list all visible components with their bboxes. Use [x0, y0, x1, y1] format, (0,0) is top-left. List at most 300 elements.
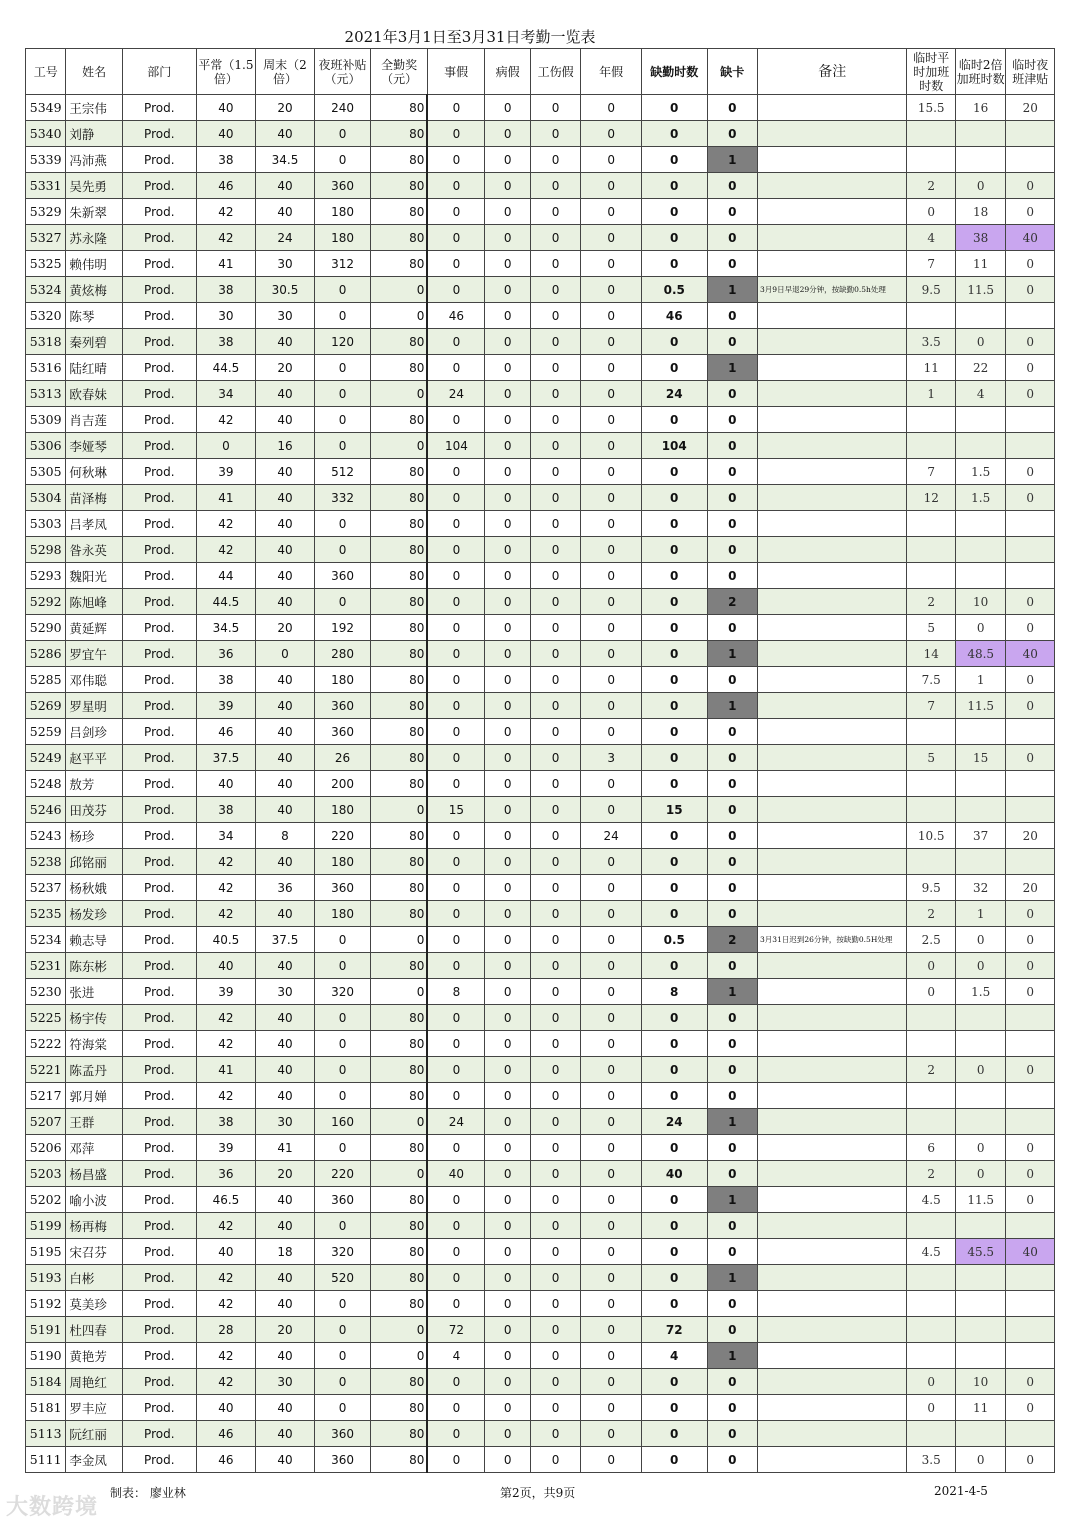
cell-ot2: 11.5	[955, 693, 1005, 719]
header-cell: 缺卡	[707, 49, 757, 95]
cell-ot2: 10	[955, 589, 1005, 615]
cell-ot1	[907, 719, 955, 745]
cell-sick: 0	[485, 1031, 530, 1057]
cell-otn: 0	[1006, 277, 1055, 303]
cell-sick: 0	[485, 667, 530, 693]
cell-weekend: 40	[256, 1031, 315, 1057]
header-cell: 缺勤时数	[641, 49, 707, 95]
cell-name: 罗星明	[66, 693, 123, 719]
table-row	[26, 589, 1055, 615]
cell-dept: Prod.	[122, 1395, 196, 1421]
cell-ot1: 12	[907, 485, 955, 511]
cell-id: 5238	[26, 849, 66, 875]
cell-ot2	[955, 1083, 1005, 1109]
cell-id: 5231	[26, 953, 66, 979]
cell-absent: 0	[641, 719, 707, 745]
cell-dept: Prod.	[122, 381, 196, 407]
cell-card: 0	[707, 199, 757, 225]
cell-absent: 0	[641, 355, 707, 381]
cell-bonus: 80	[371, 355, 428, 381]
cell-annual: 0	[581, 407, 642, 433]
table-row	[26, 1317, 1055, 1343]
cell-weekend: 40	[256, 1447, 315, 1473]
cell-bonus: 80	[371, 485, 428, 511]
cell-otn	[1006, 563, 1055, 589]
cell-otn: 0	[1006, 381, 1055, 407]
cell-normal: 41	[196, 251, 256, 277]
cell-night: 320	[314, 979, 371, 1005]
table-row	[26, 563, 1055, 589]
cell-bonus: 80	[371, 1395, 428, 1421]
cell-ot1: 9.5	[907, 277, 955, 303]
cell-sick: 0	[485, 953, 530, 979]
cell-night: 520	[314, 1265, 371, 1291]
cell-sick: 0	[485, 199, 530, 225]
cell-annual: 0	[581, 1395, 642, 1421]
cell-sick: 0	[485, 147, 530, 173]
cell-name: 李娅琴	[66, 433, 123, 459]
cell-card: 0	[707, 823, 757, 849]
cell-personal: 0	[427, 1057, 485, 1083]
cell-ot1	[907, 511, 955, 537]
cell-normal: 39	[196, 459, 256, 485]
cell-ot2: 0	[955, 173, 1005, 199]
cell-annual: 0	[581, 693, 642, 719]
cell-dept: Prod.	[122, 875, 196, 901]
cell-sick: 0	[485, 1083, 530, 1109]
cell-ot1	[907, 1005, 955, 1031]
cell-ot2: 11.5	[955, 277, 1005, 303]
cell-injury: 0	[530, 1317, 580, 1343]
cell-absent: 0	[641, 849, 707, 875]
cell-ot2: 16	[955, 95, 1005, 121]
cell-night: 0	[314, 1343, 371, 1369]
cell-name: 张进	[66, 979, 123, 1005]
cell-personal: 0	[427, 1395, 485, 1421]
cell-id: 5113	[26, 1421, 66, 1447]
cell-personal: 0	[427, 771, 485, 797]
cell-otn: 0	[1006, 1135, 1055, 1161]
cell-absent: 0	[641, 589, 707, 615]
cell-normal: 42	[196, 1291, 256, 1317]
cell-weekend: 40	[256, 1291, 315, 1317]
cell-absent: 0	[641, 1187, 707, 1213]
cell-note	[758, 381, 907, 407]
cell-normal: 42	[196, 1369, 256, 1395]
cell-note	[758, 1421, 907, 1447]
cell-bonus: 80	[371, 1265, 428, 1291]
cell-card: 0	[707, 563, 757, 589]
cell-card: 0	[707, 1291, 757, 1317]
cell-ot1	[907, 1083, 955, 1109]
cell-weekend: 30	[256, 979, 315, 1005]
cell-sick: 0	[485, 1395, 530, 1421]
cell-sick: 0	[485, 1291, 530, 1317]
cell-absent: 46	[641, 303, 707, 329]
cell-bonus: 80	[371, 95, 428, 121]
cell-normal: 34.5	[196, 615, 256, 641]
cell-otn	[1006, 1291, 1055, 1317]
cell-absent: 24	[641, 1109, 707, 1135]
cell-name: 王群	[66, 1109, 123, 1135]
cell-normal: 40	[196, 1239, 256, 1265]
cell-ot2	[955, 1109, 1005, 1135]
cell-weekend: 41	[256, 1135, 315, 1161]
cell-ot1: 2	[907, 1057, 955, 1083]
cell-weekend: 37.5	[256, 927, 315, 953]
cell-weekend: 20	[256, 615, 315, 641]
cell-absent: 0	[641, 199, 707, 225]
cell-absent: 0	[641, 537, 707, 563]
cell-personal: 0	[427, 251, 485, 277]
cell-dept: Prod.	[122, 589, 196, 615]
cell-bonus: 80	[371, 745, 428, 771]
cell-injury: 0	[530, 1213, 580, 1239]
cell-personal: 40	[427, 1161, 485, 1187]
cell-name: 敖芳	[66, 771, 123, 797]
cell-note	[758, 1291, 907, 1317]
cell-sick: 0	[485, 719, 530, 745]
cell-name: 何秋琳	[66, 459, 123, 485]
cell-annual: 0	[581, 1447, 642, 1473]
cell-bonus: 80	[371, 1187, 428, 1213]
cell-bonus: 80	[371, 225, 428, 251]
cell-bonus: 80	[371, 251, 428, 277]
cell-personal: 0	[427, 953, 485, 979]
cell-normal: 41	[196, 1057, 256, 1083]
cell-night: 0	[314, 277, 371, 303]
cell-card: 0	[707, 1317, 757, 1343]
cell-name: 刘静	[66, 121, 123, 147]
cell-personal: 0	[427, 615, 485, 641]
cell-weekend: 40	[256, 1213, 315, 1239]
cell-otn	[1006, 1343, 1055, 1369]
cell-injury: 0	[530, 95, 580, 121]
cell-otn: 40	[1006, 1239, 1055, 1265]
cell-annual: 0	[581, 1239, 642, 1265]
cell-note	[758, 355, 907, 381]
cell-injury: 0	[530, 1395, 580, 1421]
cell-ot2: 11.5	[955, 1187, 1005, 1213]
cell-dept: Prod.	[122, 771, 196, 797]
cell-bonus: 80	[371, 849, 428, 875]
cell-ot1	[907, 1213, 955, 1239]
cell-weekend: 40	[256, 1187, 315, 1213]
cell-night: 26	[314, 745, 371, 771]
cell-id: 5349	[26, 95, 66, 121]
cell-id: 5269	[26, 693, 66, 719]
cell-name: 吕孝凤	[66, 511, 123, 537]
cell-id: 5331	[26, 173, 66, 199]
cell-otn	[1006, 797, 1055, 823]
cell-card: 0	[707, 121, 757, 147]
cell-ot2: 4	[955, 381, 1005, 407]
cell-name: 罗丰应	[66, 1395, 123, 1421]
cell-sick: 0	[485, 1161, 530, 1187]
cell-id: 5249	[26, 745, 66, 771]
cell-personal: 0	[427, 485, 485, 511]
cell-night: 360	[314, 875, 371, 901]
cell-personal: 0	[427, 823, 485, 849]
cell-card: 0	[707, 173, 757, 199]
cell-card: 0	[707, 1135, 757, 1161]
cell-sick: 0	[485, 225, 530, 251]
cell-ot1: 4.5	[907, 1239, 955, 1265]
cell-night: 0	[314, 589, 371, 615]
cell-ot1	[907, 771, 955, 797]
cell-night: 0	[314, 1213, 371, 1239]
cell-ot2: 15	[955, 745, 1005, 771]
cell-ot1	[907, 1031, 955, 1057]
table-row	[26, 1187, 1055, 1213]
cell-otn: 40	[1006, 225, 1055, 251]
cell-name: 赵平平	[66, 745, 123, 771]
cell-ot1	[907, 1265, 955, 1291]
cell-ot1: 2	[907, 901, 955, 927]
cell-ot2: 37	[955, 823, 1005, 849]
cell-annual: 0	[581, 875, 642, 901]
cell-card: 0	[707, 719, 757, 745]
cell-night: 0	[314, 927, 371, 953]
cell-sick: 0	[485, 1187, 530, 1213]
cell-night: 0	[314, 1083, 371, 1109]
cell-dept: Prod.	[122, 1187, 196, 1213]
cell-bonus: 80	[371, 719, 428, 745]
cell-otn	[1006, 147, 1055, 173]
cell-ot1: 7	[907, 693, 955, 719]
cell-injury: 0	[530, 459, 580, 485]
cell-otn: 0	[1006, 1369, 1055, 1395]
cell-ot1	[907, 303, 955, 329]
cell-bonus: 80	[371, 1083, 428, 1109]
cell-dept: Prod.	[122, 1005, 196, 1031]
cell-personal: 0	[427, 121, 485, 147]
cell-sick: 0	[485, 875, 530, 901]
cell-otn: 0	[1006, 589, 1055, 615]
cell-night: 0	[314, 1031, 371, 1057]
cell-name: 赖志导	[66, 927, 123, 953]
cell-normal: 36	[196, 641, 256, 667]
cell-name: 周艳红	[66, 1369, 123, 1395]
cell-night: 0	[314, 355, 371, 381]
cell-injury: 0	[530, 1343, 580, 1369]
cell-ot2	[955, 563, 1005, 589]
cell-night: 180	[314, 901, 371, 927]
cell-normal: 41	[196, 485, 256, 511]
cell-name: 李金凤	[66, 1447, 123, 1473]
cell-annual: 0	[581, 1265, 642, 1291]
cell-absent: 0	[641, 1213, 707, 1239]
cell-injury: 0	[530, 1135, 580, 1161]
table-row	[26, 901, 1055, 927]
cell-weekend: 40	[256, 537, 315, 563]
cell-night: 0	[314, 433, 371, 459]
cell-absent: 4	[641, 1343, 707, 1369]
cell-absent: 0	[641, 1447, 707, 1473]
cell-normal: 42	[196, 1083, 256, 1109]
cell-name: 吕剑珍	[66, 719, 123, 745]
cell-sick: 0	[485, 1343, 530, 1369]
cell-ot2: 10	[955, 1369, 1005, 1395]
cell-personal: 15	[427, 797, 485, 823]
cell-note	[758, 719, 907, 745]
cell-note	[758, 1031, 907, 1057]
cell-absent: 0	[641, 251, 707, 277]
cell-bonus: 80	[371, 121, 428, 147]
cell-personal: 0	[427, 1083, 485, 1109]
cell-normal: 40.5	[196, 927, 256, 953]
cell-injury: 0	[530, 277, 580, 303]
cell-dept: Prod.	[122, 1369, 196, 1395]
cell-dept: Prod.	[122, 693, 196, 719]
cell-name: 秦列碧	[66, 329, 123, 355]
cell-absent: 0	[641, 1239, 707, 1265]
header-cell: 病假	[485, 49, 530, 95]
cell-dept: Prod.	[122, 355, 196, 381]
cell-annual: 0	[581, 667, 642, 693]
cell-name: 符海棠	[66, 1031, 123, 1057]
table-row	[26, 329, 1055, 355]
cell-normal: 46	[196, 1447, 256, 1473]
cell-card: 0	[707, 511, 757, 537]
cell-dept: Prod.	[122, 719, 196, 745]
cell-id: 5221	[26, 1057, 66, 1083]
cell-sick: 0	[485, 1213, 530, 1239]
cell-absent: 0	[641, 459, 707, 485]
cell-night: 0	[314, 1135, 371, 1161]
cell-weekend: 20	[256, 1317, 315, 1343]
cell-dept: Prod.	[122, 927, 196, 953]
cell-bonus: 80	[371, 875, 428, 901]
table-row	[26, 355, 1055, 381]
cell-ot2: 0	[955, 1135, 1005, 1161]
cell-weekend: 40	[256, 589, 315, 615]
table-row	[26, 433, 1055, 459]
cell-note	[758, 823, 907, 849]
table-row	[26, 1421, 1055, 1447]
cell-name: 赖伟明	[66, 251, 123, 277]
cell-name: 肖吉莲	[66, 407, 123, 433]
cell-weekend: 30	[256, 1109, 315, 1135]
header-cell: 年假	[581, 49, 642, 95]
cell-normal: 42	[196, 511, 256, 537]
cell-normal: 39	[196, 1135, 256, 1161]
cell-injury: 0	[530, 381, 580, 407]
cell-night: 180	[314, 199, 371, 225]
cell-note	[758, 1447, 907, 1473]
cell-injury: 0	[530, 199, 580, 225]
cell-absent: 0	[641, 745, 707, 771]
cell-annual: 0	[581, 459, 642, 485]
cell-dept: Prod.	[122, 1213, 196, 1239]
cell-normal: 37.5	[196, 745, 256, 771]
table-row	[26, 173, 1055, 199]
cell-ot2	[955, 433, 1005, 459]
table-row	[26, 537, 1055, 563]
cell-otn: 0	[1006, 693, 1055, 719]
cell-sick: 0	[485, 537, 530, 563]
cell-personal: 0	[427, 667, 485, 693]
cell-bonus: 80	[371, 641, 428, 667]
cell-injury: 0	[530, 1109, 580, 1135]
cell-ot2	[955, 1213, 1005, 1239]
cell-name: 黄炫梅	[66, 277, 123, 303]
cell-night: 360	[314, 173, 371, 199]
cell-note: 3月9日早退29分钟，按缺勤0.5h处理	[758, 277, 907, 303]
cell-card: 0	[707, 407, 757, 433]
cell-id: 5193	[26, 1265, 66, 1291]
cell-otn: 0	[1006, 667, 1055, 693]
cell-card: 0	[707, 459, 757, 485]
table-row	[26, 1395, 1055, 1421]
cell-weekend: 40	[256, 1265, 315, 1291]
cell-otn: 0	[1006, 1447, 1055, 1473]
cell-otn: 0	[1006, 329, 1055, 355]
cell-otn: 20	[1006, 823, 1055, 849]
table-row	[26, 121, 1055, 147]
cell-injury: 0	[530, 1083, 580, 1109]
cell-night: 180	[314, 225, 371, 251]
cell-dept: Prod.	[122, 329, 196, 355]
cell-name: 昝永英	[66, 537, 123, 563]
header-cell: 工号	[26, 49, 66, 95]
cell-name: 黄延辉	[66, 615, 123, 641]
cell-night: 0	[314, 303, 371, 329]
cell-personal: 0	[427, 901, 485, 927]
cell-weekend: 40	[256, 1395, 315, 1421]
cell-note	[758, 589, 907, 615]
cell-normal: 39	[196, 979, 256, 1005]
cell-personal: 0	[427, 95, 485, 121]
cell-night: 360	[314, 693, 371, 719]
cell-personal: 0	[427, 589, 485, 615]
table-row	[26, 407, 1055, 433]
cell-injury: 0	[530, 797, 580, 823]
table-row	[26, 797, 1055, 823]
cell-dept: Prod.	[122, 1343, 196, 1369]
cell-injury: 0	[530, 875, 580, 901]
cell-normal: 40	[196, 121, 256, 147]
cell-card: 1	[707, 693, 757, 719]
cell-annual: 0	[581, 433, 642, 459]
cell-night: 360	[314, 1447, 371, 1473]
cell-annual: 0	[581, 1213, 642, 1239]
cell-annual: 0	[581, 251, 642, 277]
cell-normal: 42	[196, 1005, 256, 1031]
cell-annual: 0	[581, 1083, 642, 1109]
cell-dept: Prod.	[122, 1291, 196, 1317]
cell-bonus: 80	[371, 1291, 428, 1317]
cell-absent: 15	[641, 797, 707, 823]
cell-normal: 44.5	[196, 589, 256, 615]
cell-normal: 40	[196, 953, 256, 979]
cell-card: 0	[707, 95, 757, 121]
cell-card: 0	[707, 667, 757, 693]
cell-ot1	[907, 1109, 955, 1135]
cell-normal: 0	[196, 433, 256, 459]
cell-dept: Prod.	[122, 251, 196, 277]
cell-annual: 0	[581, 1031, 642, 1057]
cell-ot2: 0	[955, 1057, 1005, 1083]
cell-bonus: 0	[371, 277, 428, 303]
cell-annual: 0	[581, 329, 642, 355]
cell-otn: 20	[1006, 875, 1055, 901]
cell-absent: 0	[641, 1031, 707, 1057]
cell-note	[758, 407, 907, 433]
cell-injury: 0	[530, 823, 580, 849]
cell-note	[758, 251, 907, 277]
cell-injury: 0	[530, 225, 580, 251]
